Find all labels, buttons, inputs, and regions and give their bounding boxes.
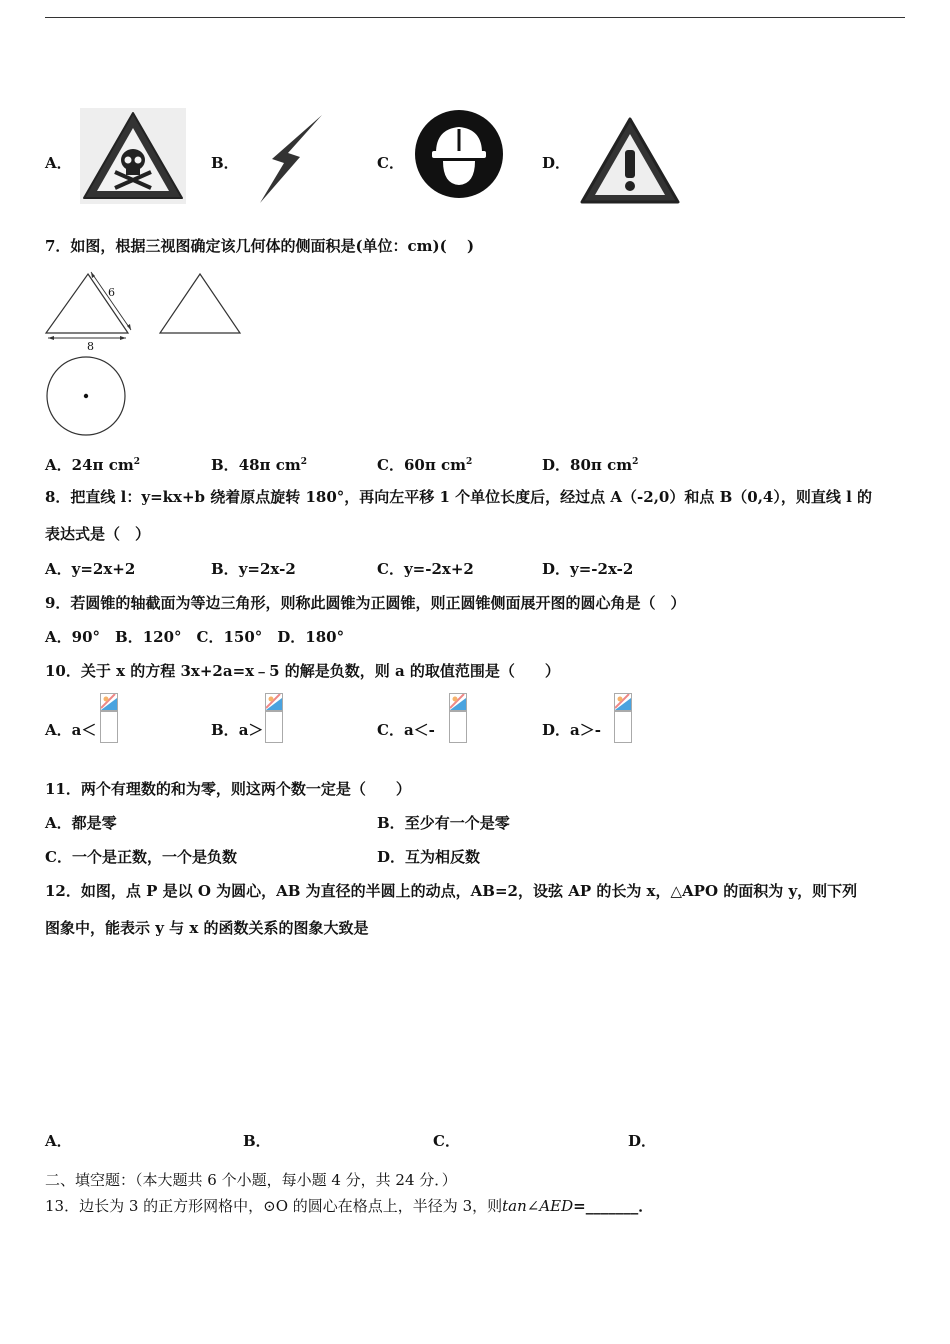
q7-side-view <box>158 272 244 340</box>
skull-warning-icon <box>80 108 186 208</box>
q12-option-c-label: C． <box>433 1132 460 1150</box>
q10-option-b: B．a＞ <box>211 721 264 739</box>
q7-stem: 7．如图，根据三视图确定该几何体的侧面积是(单位：cm)( ) <box>45 237 475 255</box>
q12-option-b-label: B． <box>243 1132 271 1150</box>
q13-stem: 13．边长为 3 的正方形网格中，⊙O 的圆心在格点上，半径为 3，则tan∠AED=_______． <box>45 1197 654 1215</box>
q10-option-b-image-placeholder <box>265 693 283 743</box>
q7-top-view <box>45 354 129 442</box>
q10-option-c-image-placeholder <box>449 693 467 743</box>
q12-option-a-label: A． <box>45 1132 72 1150</box>
q6-option-a-label: A． <box>45 154 72 172</box>
q12-option-d-label: D． <box>628 1132 657 1150</box>
q11-option-d: D．互为相反数 <box>377 848 481 866</box>
q6-option-c-label: C． <box>377 154 404 172</box>
q11-option-b: B．至少有一个是零 <box>377 814 510 832</box>
lightning-icon <box>258 113 324 209</box>
q11-stem: 11．两个有理数的和为零，则这两个数一定是（ ） <box>45 780 411 798</box>
q9-options: A．90° B．120° C．150° D．180° <box>45 628 345 646</box>
q8-option-c: C．y=-2x+2 <box>377 560 474 578</box>
q9-stem: 9．若圆锥的轴截面为等边三角形，则称此圆锥为正圆锥，则正圆锥侧面展开图的圆心角是（ ） <box>45 594 686 612</box>
q10-stem: 10．关于 x 的方程 3x+2a=x﹣5 的解是负数，则 a 的取值范围是（ ） <box>45 662 560 680</box>
q11-option-c: C．一个是正数，一个是负数 <box>45 848 237 866</box>
q11-option-a: A．都是零 <box>45 814 117 832</box>
q7-option-a: A．24π $cm^2$ <box>45 456 140 474</box>
q10-option-a-image-placeholder <box>100 693 118 743</box>
q6-option-b-label: B． <box>211 154 239 172</box>
hard-hat-icon <box>414 109 504 203</box>
exclamation-warning-icon <box>579 116 681 210</box>
q7-option-d: D．80π $cm^2$ <box>542 456 639 474</box>
q8-stem-line2: 表达式是（ ） <box>45 525 151 543</box>
q6-option-d-label: D． <box>542 154 571 172</box>
q8-stem-line1: 8．把直线 l：y=kx+b 绕着原点旋转 180°，再向左平移 1 个单位长度后，经过点 A（-2,0）和点 B（0,4），则直线 l 的 <box>45 488 872 506</box>
q10-option-d-image-placeholder <box>614 693 632 743</box>
section-heading: 二、填空题：（本大题共 6 个小题，每小题 4 分，共 24 分．） <box>45 1171 457 1189</box>
q7-option-b: B．48π $cm^2$ <box>211 456 308 474</box>
q7-dim-base: 8 <box>87 340 94 353</box>
q7-dim-slant: 6 <box>108 286 115 299</box>
q8-option-d: D．y=-2x-2 <box>542 560 634 578</box>
header-rule <box>45 17 905 18</box>
q8-option-b: B．y=2x-2 <box>211 560 296 578</box>
q8-option-a: A．y=2x+2 <box>45 560 136 578</box>
q12-stem-line1: 12．如图，点 P 是以 O 为圆心，AB 为直径的半圆上的动点，AB=2，设弦 AP 的长为 x，△APO 的面积为 y，则下列 <box>45 882 858 900</box>
q10-option-d: D．a＞- <box>542 721 601 739</box>
q7-option-c: C．60π $cm^2$ <box>377 456 473 474</box>
q10-option-a: A．a＜ <box>45 721 97 739</box>
q12-stem-line2: 图象中，能表示 y 与 x 的函数关系的图象大致是 <box>45 919 369 937</box>
q10-option-c: C．a＜- <box>377 721 435 739</box>
